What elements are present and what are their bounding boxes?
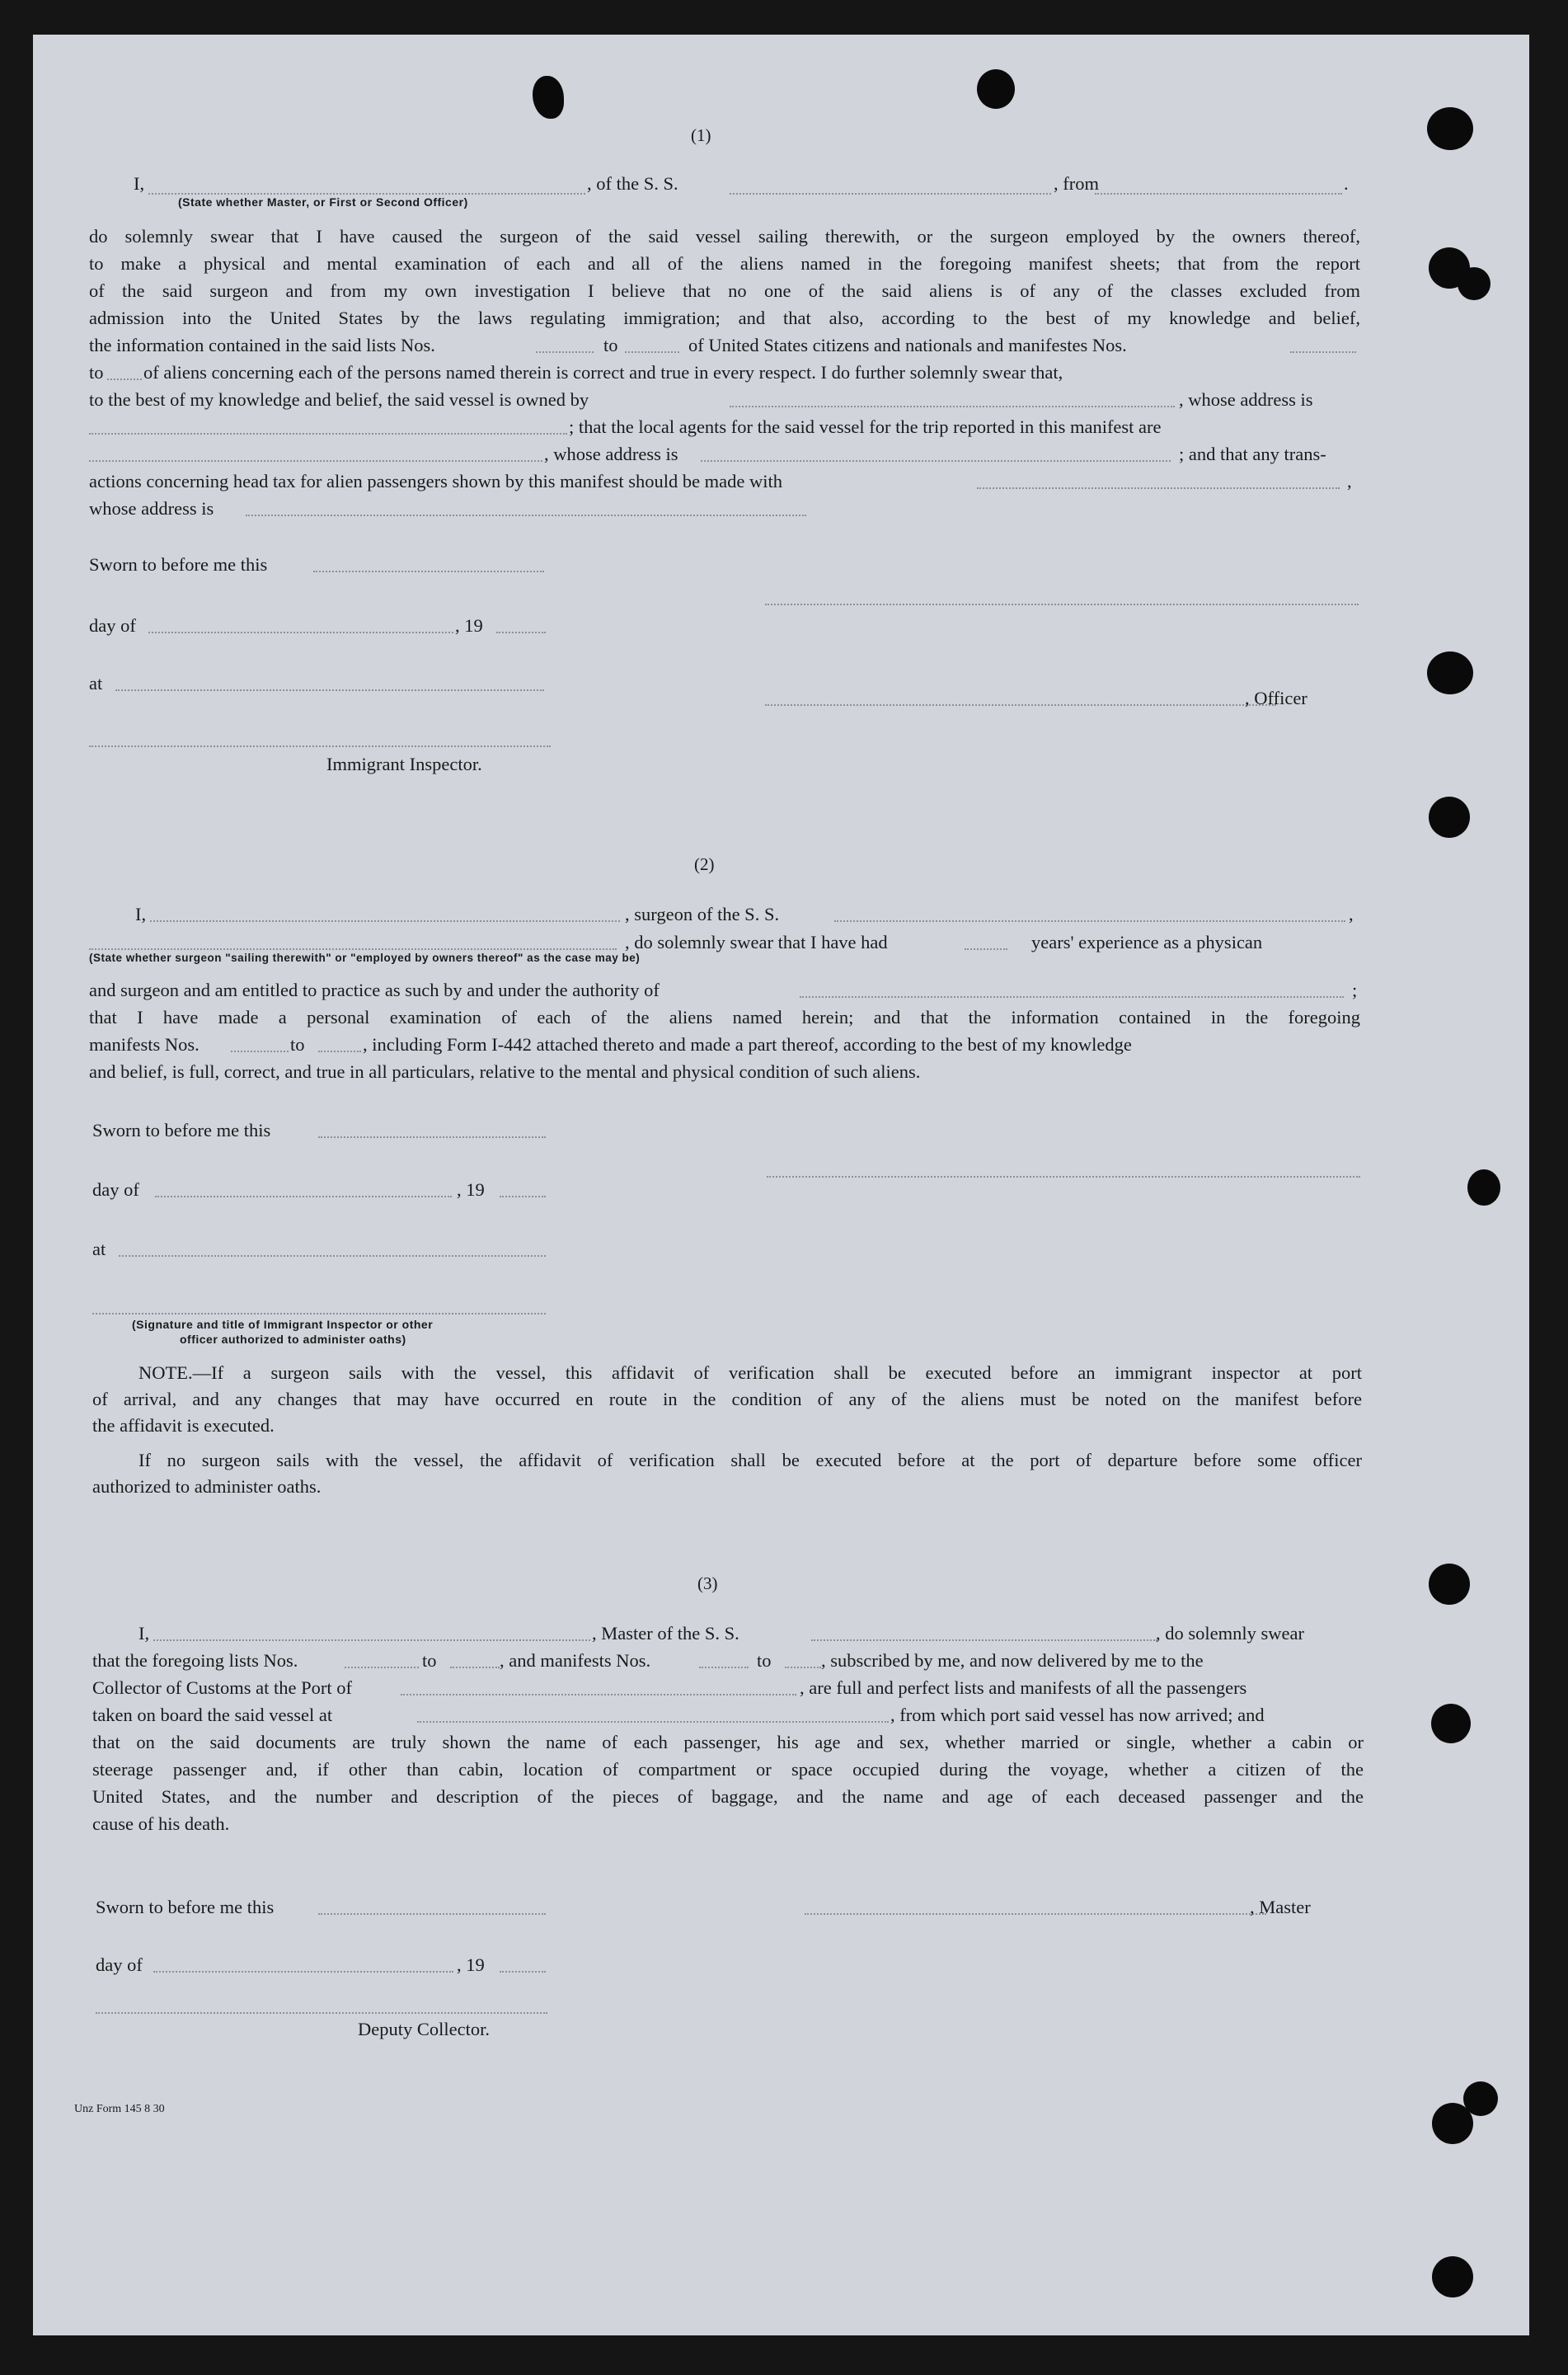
punch-hole xyxy=(1467,1169,1500,1206)
s1-body-line: do solemnly swear that I have caused the surgeon of the said vessel sailing therewith, or the surgeon employed by the owners thereof, xyxy=(89,226,1360,247)
punch-hole xyxy=(1427,651,1473,694)
s2-body-line: that I have made a personal examination of each of the aliens named herein; and that the information contained in the foregoing xyxy=(89,1007,1360,1028)
punch-hole xyxy=(1432,2256,1473,2297)
manifest-affidavit-page: (1) I, , of the S. S. , from . (State whether Master, or First or Second Officer) do solemnly swear that I have caused the surgeon of the said vessel sailing therewith, or the surgeon employed by the owners thereof, to make a physical and mental examination of each and all of the aliens named in the foregoing manifest sheets; that from the report of the said surgeon and from my own investigation I believe that no one of the said aliens is of any of the classes excluded from admission into the United States by the laws regulating immigration; and that also, according to the best of my knowledge and belief, the information contained in the said lists Nos. to of United States citizens and nationals and manifestes Nos. to of aliens concerning each of the persons named therein is correct and true in every respect. I do further solemnly swear that, to the best of my knowledge and belief, the said vessel is owned by , whose address is ; that the local agents for the said vessel for the trip reported in this manifest are , whose address is ; and that any trans- actions concerning head tax for alien passengers shown by this manifest should be made with , whose address is Sworn to before me this day of , 19 at , Officer Immigrant Inspector. (2) I, , surgeon of the S. S. , , do solemnly swear that I have had years' experience as a physican (State whether surgeon "sailing therewith" or "employed by owners thereof" as the case may be) and surgeon and am entitled to practice as such by and under the authority of ; that I have made a personal examination of each of the aliens named herein; and that the information contained in the foregoing manifests Nos. to , including Form I-442 attached thereto and made a part thereof, according to the best of my knowledge and belief, is full, correct, and true in all particulars, relative to the mental and physical condition of such aliens. Sworn to before me this day of , 19 at (Signature and title of Immigrant Inspector or other officer authorized to administer oaths) NOTE.—If a surgeon sails with the vessel, this affidavit of verification shall be executed before an immigrant inspector at port of arrival, and any changes that may have occurred en route in the condition of any of the aliens must be noted on the manifest before the affidavit is executed. If no surgeon sails with the vessel, the affidavit of verification shall be executed before at the port of departure before some officer authorized to administer oaths. (3) I, , Master of the S. S. , do solemnly swear that the foregoing lists Nos. to , and manifests Nos. to , subscribed by me, and now delivered by me to the Collector of Customs at the Port of , are full and perfect lists and manifests of all the passengers taken on board the said vessel at , from which port said vessel has now arrived; and that on the said documents are truly shown the name of each passenger, his age and sex, whether married or single, whether a cabin or steerage passenger and, if other than cabin, location of compartment or space occupied during the voyage, whether a citizen of the United States, and the number and description of the pieces of baggage, and the name and age of each deceased passenger and the cause of his death. Sworn to before me this , Master day of , 19 Deputy Collector. Unz Form 145 8 30 xyxy=(33,35,1529,2335)
punch-hole xyxy=(1458,267,1491,300)
s3-body-line: cause of his death. xyxy=(92,1813,230,1834)
s1-inspector-line xyxy=(89,745,551,747)
s1-inspector-label: Immigrant Inspector. xyxy=(326,754,482,774)
s2-note-line: authorized to administer oaths. xyxy=(92,1476,322,1497)
s2-caption: (State whether surgeon "sailing therewith" or "employed by owners thereof" as the case may be) xyxy=(89,952,641,964)
punch-hole xyxy=(1427,107,1473,150)
s2-signature-caption: (Signature and title of Immigrant Inspector or other xyxy=(132,1318,434,1331)
section-number: (3) xyxy=(697,1573,718,1593)
form-number: Unz Form 145 8 30 xyxy=(74,2103,165,2115)
punch-hole xyxy=(1429,797,1470,838)
punch-hole xyxy=(1429,1564,1470,1605)
s2-note-line: If no surgeon sails with the vessel, the affidavit of verification shall be executed before at the port of departure before some officer xyxy=(138,1450,1362,1470)
punch-hole xyxy=(1432,2103,1473,2144)
s3-body-line: United States, and the number and description of the pieces of baggage, and the name and age of each deceased passenger and the xyxy=(92,1786,1364,1807)
s1-caption: (State whether Master, or First or Second Officer) xyxy=(178,195,468,209)
s2-note-line: NOTE.—If a surgeon sails with the vessel, this affidavit of verification shall be executed before an immigrant inspector at port xyxy=(138,1362,1362,1383)
s1-body-line: admission into the United States by the laws regulating immigration; and that also, according to the best of my knowledge and belief, xyxy=(89,308,1360,328)
section-number: (2) xyxy=(694,854,715,874)
s3-body-line: steerage passenger and, if other than cabin, location of compartment or space occupied during the voyage, whether a citizen of the xyxy=(92,1759,1364,1780)
s3-deputy-label: Deputy Collector. xyxy=(358,2019,490,2039)
s1-body-line: to make a physical and mental examination of each and all of the aliens named in the foregoing manifest sheets; that from the report xyxy=(89,253,1360,274)
s2-signature-caption: officer authorized to administer oaths) xyxy=(180,1333,406,1346)
s3-deputy-line xyxy=(96,2012,547,2014)
s3-body-line: that on the said documents are truly shown the name of each passenger, his age and sex, whether married or single, whether a cabin or xyxy=(92,1732,1364,1752)
s2-inspector-line xyxy=(92,1313,546,1314)
s2-body-line: and belief, is full, correct, and true in all particulars, relative to the mental and physical condition of such aliens. xyxy=(89,1061,921,1082)
section-number: (1) xyxy=(691,125,711,145)
s2-note-line: the affidavit is executed. xyxy=(92,1415,275,1436)
s2-note-line: of arrival, and any changes that may have occurred en route in the condition of any of the aliens must be noted on the manifest before xyxy=(92,1389,1362,1409)
punch-hole xyxy=(1431,1704,1471,1743)
s1-signature-line xyxy=(765,604,1359,605)
ink-blot xyxy=(977,69,1015,109)
s2-signature-line xyxy=(767,1176,1360,1178)
s1-body-line: of the said surgeon and from my own investigation I believe that no one of the said aliens is of any of the classes excluded from xyxy=(89,280,1360,301)
ink-blot xyxy=(533,76,564,119)
